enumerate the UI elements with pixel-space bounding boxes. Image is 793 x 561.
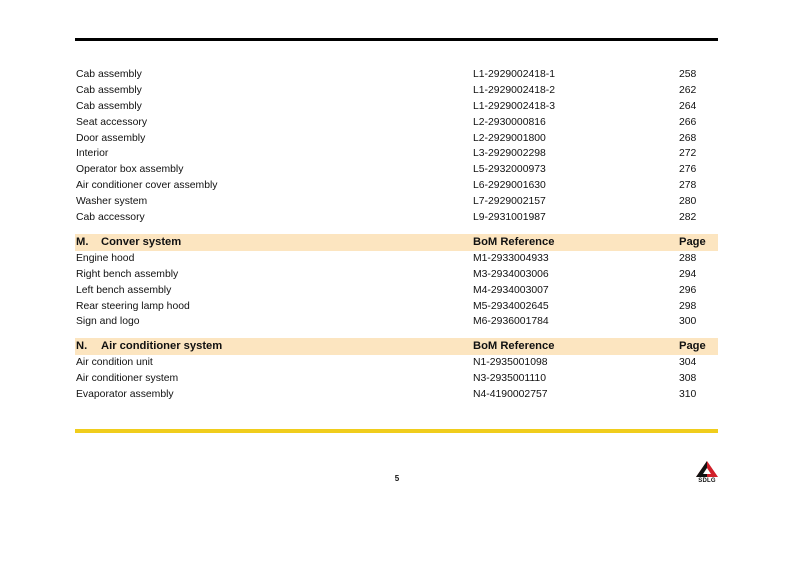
part-name: Right bench assembly — [76, 268, 179, 280]
part-name: Operator box assembly — [76, 164, 184, 176]
bom-reference: L1-2929002418-1 — [473, 69, 556, 80]
page-ref: 280 — [679, 196, 697, 208]
page-ref: 258 — [679, 69, 697, 80]
bom-reference: M6-2936001784 — [473, 316, 549, 328]
rows-top-group — [75, 67, 718, 226]
table-row — [75, 162, 718, 178]
bom-reference: L1-2929002418-2 — [473, 84, 556, 96]
bom-reference: L9-2931001987 — [473, 212, 546, 224]
sdlg-logo — [694, 460, 720, 486]
page-ref: 308 — [679, 373, 697, 385]
part-name: Cab assembly — [76, 100, 142, 112]
section-header — [75, 234, 718, 251]
bom-reference: N1-2935001098 — [473, 357, 548, 369]
page-header: Page — [679, 235, 706, 248]
part-name: Door assembly — [76, 132, 146, 144]
table-row — [75, 67, 718, 83]
page-ref: 272 — [679, 148, 697, 160]
part-name: Seat accessory — [76, 116, 148, 128]
table-row — [75, 314, 718, 330]
bom-reference: N4-4190002757 — [473, 389, 548, 401]
part-name: Rear steering lamp hood — [76, 300, 190, 312]
table-row — [75, 355, 718, 371]
page-header: Page — [679, 340, 706, 353]
section-header — [75, 338, 718, 355]
table-row — [75, 146, 718, 162]
part-name: Cab assembly — [76, 69, 142, 80]
bom-reference: L3-2929002298 — [473, 148, 546, 160]
section-letter: M. — [76, 235, 89, 248]
table-row — [75, 83, 718, 99]
table-row — [75, 210, 718, 226]
bom-reference: M1-2933004933 — [473, 252, 549, 264]
page-ref: 282 — [679, 212, 697, 224]
bom-reference: L2-2930000816 — [473, 116, 546, 128]
part-name: Left bench assembly — [76, 284, 172, 296]
page-ref: 294 — [679, 268, 697, 280]
table-row — [75, 194, 718, 210]
part-name: Air condition unit — [76, 357, 153, 369]
bom-reference: L2-2929001800 — [473, 132, 546, 144]
section-letter: N. — [76, 340, 88, 353]
page-ref: 264 — [679, 100, 697, 112]
bom-reference: L6-2929001630 — [473, 180, 546, 192]
table-row — [75, 115, 718, 131]
top-rule — [75, 38, 718, 41]
table-row — [75, 251, 718, 267]
part-name: Cab accessory — [76, 212, 145, 224]
part-name: Evaporator assembly — [76, 389, 174, 401]
page-ref: 304 — [679, 357, 697, 369]
bom-reference: N3-2935001110 — [473, 373, 546, 385]
table-row — [75, 387, 718, 403]
table-row — [75, 178, 718, 194]
part-name: Air conditioner cover assembly — [76, 180, 218, 192]
bom-reference: M3-2934003006 — [473, 268, 549, 280]
logo-text: SDLG — [698, 478, 716, 484]
page-ref: 276 — [679, 164, 697, 176]
bom-reference: L5-2932000973 — [473, 164, 546, 176]
page-ref: 262 — [679, 84, 697, 96]
part-name: Air conditioner system — [76, 373, 179, 385]
part-name: Interior — [76, 148, 109, 160]
table-row — [75, 99, 718, 115]
page-ref: 296 — [679, 284, 697, 296]
page-number: 5 — [394, 474, 400, 483]
table-row — [75, 299, 718, 315]
page-ref: 298 — [679, 300, 697, 312]
part-name: Washer system — [76, 196, 148, 208]
bom-reference-header: BoM Reference — [473, 235, 555, 248]
page-ref: 268 — [679, 132, 697, 144]
bom-reference: M4-2934003007 — [473, 284, 549, 296]
bom-reference: L1-2929002418-3 — [473, 100, 556, 112]
bom-reference: L7-2929002157 — [473, 196, 546, 208]
section-n — [75, 338, 718, 403]
parts-index — [75, 67, 718, 403]
page-ref: 266 — [679, 116, 697, 128]
table-row — [75, 267, 718, 283]
page-ref: 310 — [679, 389, 697, 401]
part-name: Cab assembly — [76, 84, 142, 96]
bom-reference-header: BoM Reference — [473, 340, 555, 353]
section-title: Air conditioner system — [101, 340, 223, 353]
page-ref: 300 — [679, 316, 697, 328]
section-m — [75, 234, 718, 330]
logo-triangle-icon — [694, 460, 720, 478]
section-title: Conver system — [101, 235, 182, 248]
table-row — [75, 283, 718, 299]
part-name: Sign and logo — [76, 316, 140, 328]
part-name: Engine hood — [76, 252, 135, 264]
bottom-rule — [75, 429, 718, 433]
table-row — [75, 371, 718, 387]
table-row — [75, 131, 718, 147]
page-ref: 288 — [679, 252, 697, 264]
page-ref: 278 — [679, 180, 697, 192]
bom-reference: M5-2934002645 — [473, 300, 549, 312]
